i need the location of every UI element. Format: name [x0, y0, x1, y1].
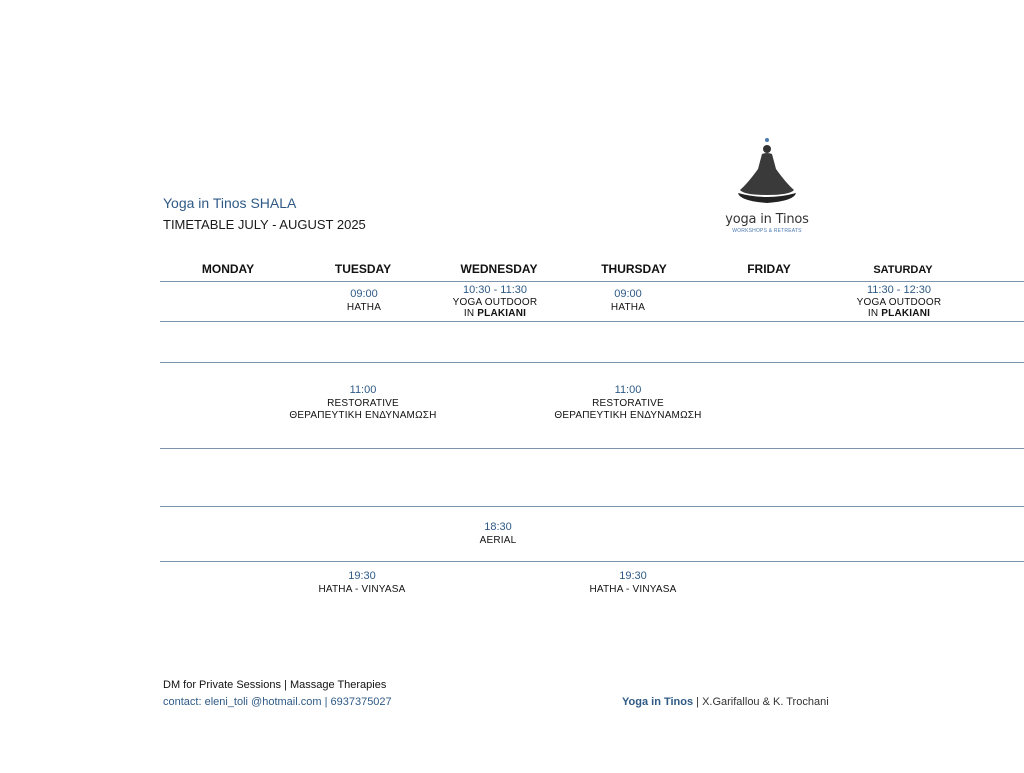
- session-time: 11:00: [349, 384, 377, 396]
- session-wednesday-1030: [420, 284, 570, 320]
- session-class: HATHA - VINYASA: [318, 583, 406, 595]
- session-class: YOGA OUTDOOR: [856, 296, 942, 308]
- session-location: IN PLAKIANI: [463, 308, 527, 320]
- session-location: IN PLAKIANI: [867, 308, 931, 320]
- session-thursday-1100: [528, 384, 728, 423]
- session-class: HATHA: [610, 301, 646, 313]
- row-divider: [160, 281, 1024, 282]
- timetable-subtitle: TIMETABLE JULY - AUGUST 2025: [163, 217, 366, 232]
- session-time: 11:00: [614, 384, 642, 396]
- credits: [622, 696, 829, 708]
- row-divider: [160, 321, 1024, 322]
- day-saturday: SATURDAY: [873, 264, 933, 276]
- session-class: YOGA OUTDOOR: [452, 296, 538, 308]
- session-tuesday-1100: [263, 384, 463, 423]
- session-class: RESTORATIVE: [592, 397, 664, 409]
- session-class: AERIAL: [479, 534, 517, 546]
- session-time: 18:30: [484, 521, 512, 533]
- credits-names: | X.Garifallou & K. Trochani: [693, 696, 829, 708]
- day-thursday: THURSDAY: [601, 262, 667, 276]
- row-divider: [160, 561, 1024, 562]
- logo-text: yoga in Tinos: [725, 212, 809, 227]
- session-class-greek: ΘΕΡΑΠΕΥΤΙΚΗ ΕΝΔΥΝΑΜΩΣΗ: [289, 410, 437, 422]
- contact-info: contact: eleni_toli @hotmail.com | 6937375027: [163, 696, 392, 708]
- session-wednesday-1830: [423, 521, 573, 547]
- session-time: 09:00: [614, 288, 642, 300]
- session-thursday-0900: [553, 288, 703, 314]
- private-sessions-note: DM for Private Sessions | Massage Therapies: [163, 679, 387, 691]
- day-tuesday: TUESDAY: [334, 262, 392, 276]
- session-class: HATHA: [346, 301, 382, 313]
- day-friday: FRIDAY: [747, 262, 791, 276]
- row-divider: [160, 362, 1024, 363]
- session-time: 19:30: [619, 570, 647, 582]
- page-title: Yoga in Tinos SHALA: [163, 195, 297, 211]
- brand-name: Yoga in Tinos: [622, 696, 694, 708]
- session-time: 09:00: [350, 288, 378, 300]
- session-time: 10:30 - 11:30: [462, 284, 527, 296]
- session-class: RESTORATIVE: [327, 397, 399, 409]
- session-class-greek: ΘΕΡΑΠΕΥΤΙΚΗ ΕΝΔΥΝΑΜΩΣΗ: [554, 410, 702, 422]
- session-saturday-1130: [824, 284, 974, 320]
- row-divider: [160, 506, 1024, 507]
- row-divider: [160, 448, 1024, 449]
- session-time: 19:30: [348, 570, 376, 582]
- logo-subtext: WORKSHOPS & RETREATS: [732, 228, 802, 234]
- session-thursday-1930: [558, 570, 708, 596]
- session-time: 11:30 - 12:30: [866, 284, 931, 296]
- session-class: HATHA - VINYASA: [589, 583, 677, 595]
- day-wednesday: WEDNESDAY: [460, 262, 538, 276]
- day-monday: MONDAY: [201, 262, 255, 276]
- session-tuesday-0900: [289, 288, 439, 314]
- session-tuesday-1930: [287, 570, 437, 596]
